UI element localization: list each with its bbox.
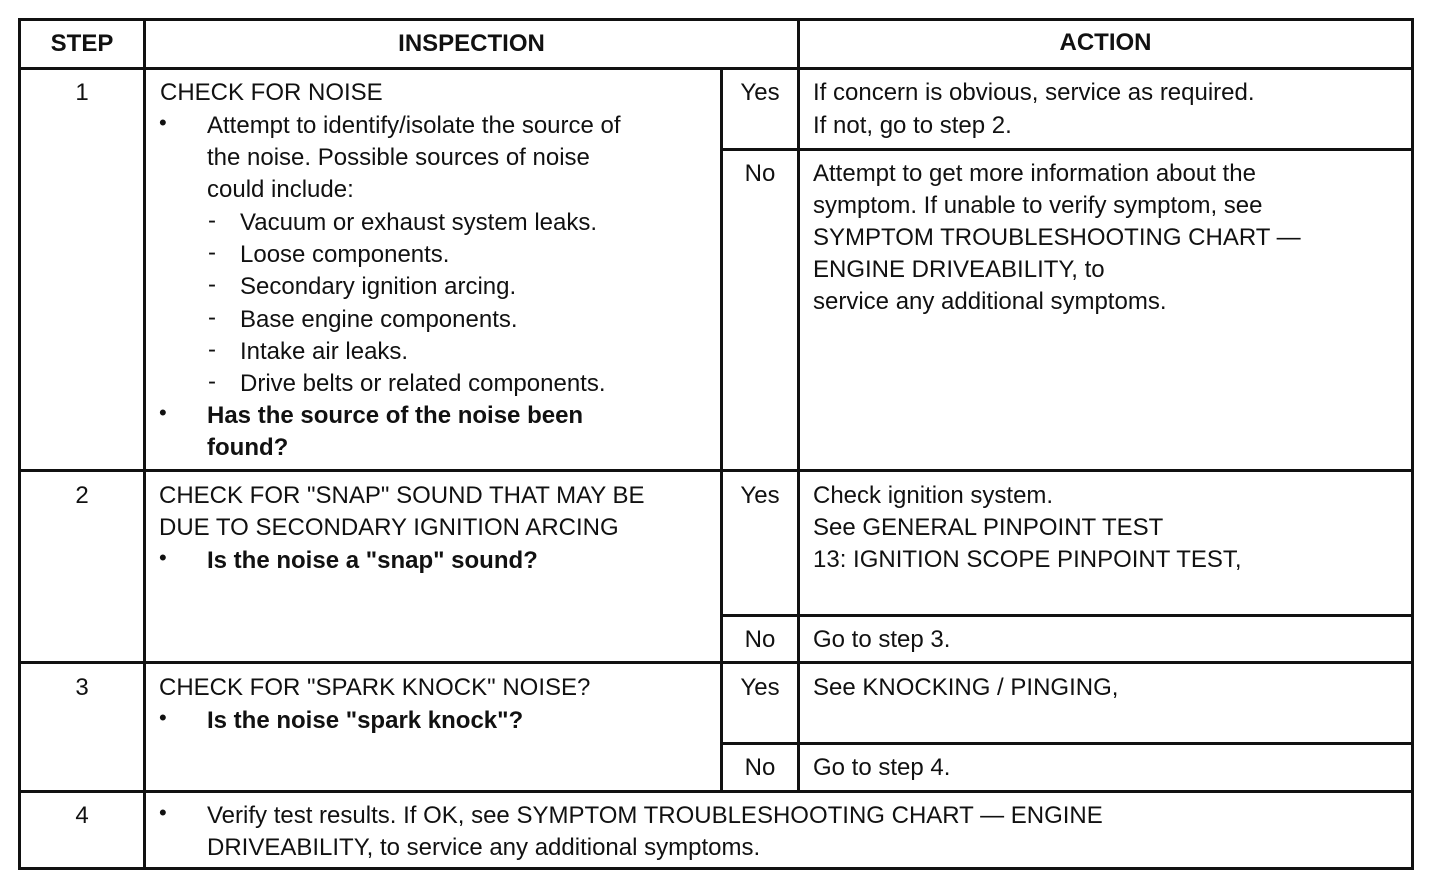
row1-sub-item-6: Drive belts or related components.	[240, 370, 606, 397]
row1-dash-1: -	[208, 207, 216, 234]
row1-no-action-line2: symptom. If unable to verify symptom, see	[813, 192, 1263, 219]
row1-dash-2: -	[208, 239, 216, 266]
row1-yes-no-divider	[720, 148, 1414, 151]
row4-step-number: 4	[75, 802, 89, 829]
row3-no-label: No	[744, 754, 776, 781]
row1-yes-action-line2: If not, go to step 2.	[813, 112, 1012, 139]
row1-dash-6: -	[208, 368, 216, 395]
row3-question: Is the noise "spark knock"?	[207, 707, 524, 734]
row1-dash-5: -	[208, 336, 216, 363]
row2-step-number: 2	[75, 482, 89, 509]
row1-sub-item-4: Base engine components.	[240, 306, 518, 333]
row1-yes-label: Yes	[740, 79, 780, 106]
row3-bullet: •	[159, 705, 167, 730]
row4-bullet: •	[159, 800, 167, 825]
row1-dash-3: -	[208, 271, 216, 298]
row3-yes-label: Yes	[740, 674, 780, 701]
row1-question-line2: found?	[207, 434, 289, 461]
row1-no-action-line5: service any additional symptoms.	[813, 288, 1167, 315]
table-border-bottom	[18, 867, 1414, 870]
row1-sub-item-2: Loose components.	[240, 241, 450, 268]
row1-sub-item-5: Intake air leaks.	[240, 338, 409, 365]
header-action: ACTION	[1059, 29, 1152, 56]
row1-step-number: 1	[75, 79, 89, 106]
row2-yes-no-divider	[720, 614, 1414, 617]
row1-bottom-line	[18, 469, 1414, 472]
row3-yes-action: See KNOCKING / PINGING,	[813, 674, 1119, 701]
row1-bullet-2: •	[159, 400, 167, 425]
step-column-divider	[143, 18, 146, 870]
row1-no-action-line1: Attempt to get more information about the	[813, 160, 1256, 187]
row4-text-line1: Verify test results. If OK, see SYMPTOM TROUBLESHOOTING CHART — ENGINE	[207, 802, 1103, 829]
row3-title: CHECK FOR "SPARK KNOCK" NOISE?	[159, 674, 591, 701]
table-border-left	[18, 18, 21, 870]
row1-dash-4: -	[208, 304, 216, 331]
row1-bullet1-line1: Attempt to identify/isolate the source of	[207, 112, 621, 139]
row2-yes-action-line1: Check ignition system.	[813, 482, 1054, 509]
row1-yes-action-line1: If concern is obvious, service as required.	[813, 79, 1255, 106]
row1-bullet-1: •	[159, 110, 167, 135]
row4-text-line2: DRIVEABILITY, to service any additional symptoms.	[207, 834, 761, 861]
inspection-action-divider	[797, 18, 800, 793]
row2-title-line1: CHECK FOR "SNAP" SOUND THAT MAY BE	[159, 482, 645, 509]
row3-no-action: Go to step 4.	[813, 754, 951, 781]
row1-sub-item-3: Secondary ignition arcing.	[240, 273, 517, 300]
row1-question-line1: Has the source of the noise been	[207, 402, 584, 429]
row2-yes-action-line3: 13: IGNITION SCOPE PINPOINT TEST,	[813, 546, 1242, 573]
row3-bottom-line	[18, 790, 1414, 793]
row1-bullet1-line3: could include:	[207, 176, 354, 203]
row2-bullet: •	[159, 545, 167, 570]
header-inspection: INSPECTION	[398, 30, 545, 57]
row1-bullet1-line2: the noise. Possible sources of noise	[207, 144, 590, 171]
row2-yes-label: Yes	[740, 482, 780, 509]
row1-no-label: No	[744, 160, 776, 187]
row2-bottom-line	[18, 661, 1414, 664]
row2-yes-action-line2: See GENERAL PINPOINT TEST	[813, 514, 1164, 541]
table-border-right	[1411, 18, 1414, 870]
row2-title-line2: DUE TO SECONDARY IGNITION ARCING	[159, 514, 619, 541]
row3-step-number: 3	[75, 674, 89, 701]
row1-no-action-line4: ENGINE DRIVEABILITY, to	[813, 256, 1105, 283]
row1-sub-item-1: Vacuum or exhaust system leaks.	[240, 209, 598, 236]
table-border-top	[18, 18, 1414, 21]
row2-question: Is the noise a "snap" sound?	[207, 547, 538, 574]
header-step: STEP	[50, 30, 114, 57]
row1-no-action-line3: SYMPTOM TROUBLESHOOTING CHART —	[813, 224, 1301, 251]
row2-no-label: No	[744, 626, 776, 653]
row3-yes-no-divider	[720, 742, 1414, 745]
row2-no-action: Go to step 3.	[813, 626, 951, 653]
header-bottom-line	[18, 67, 1414, 70]
row1-title: CHECK FOR NOISE	[160, 79, 383, 106]
